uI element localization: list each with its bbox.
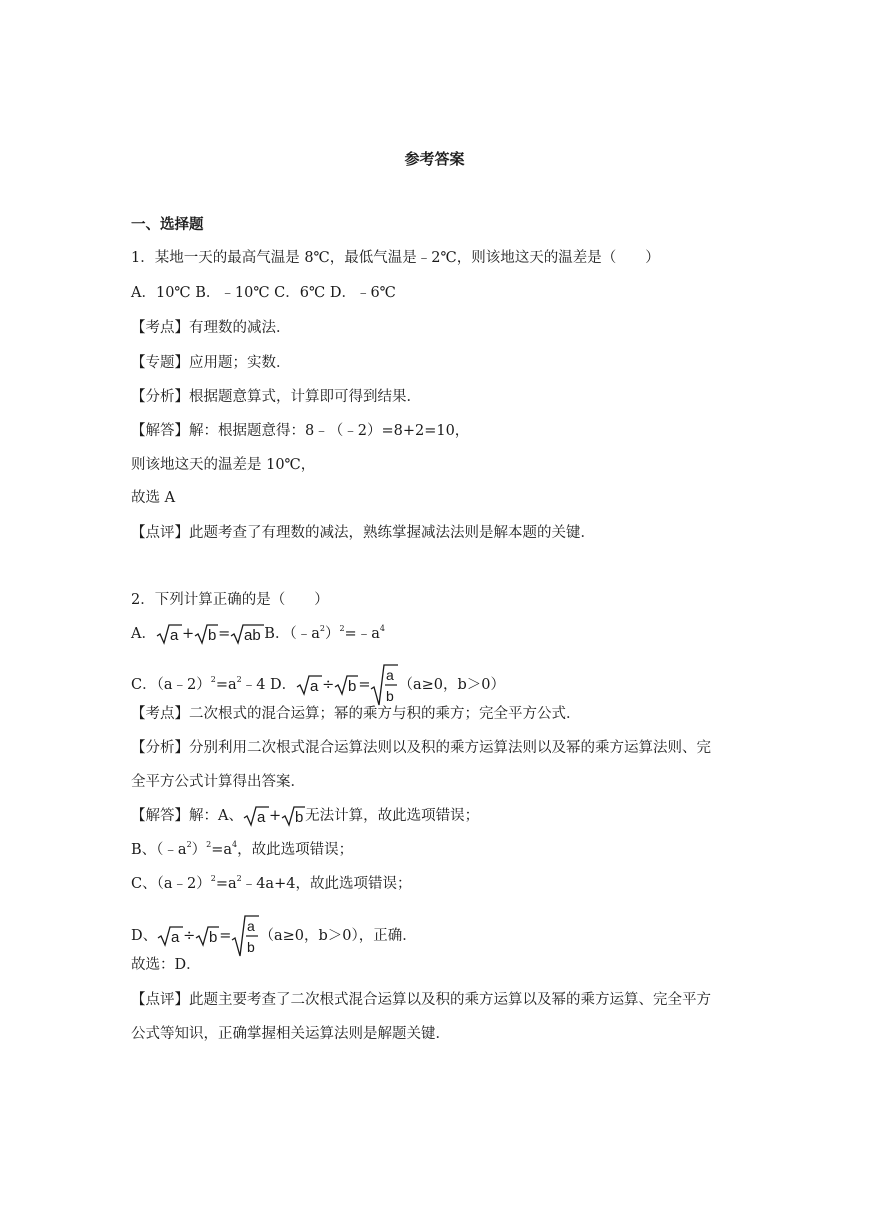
fraction-numerator: a <box>386 667 395 683</box>
q2-dianping-2: 公式等知识，正确掌握相关运算法则是解题关键． <box>131 1026 450 1042</box>
sqrt-a-symbol <box>157 925 183 947</box>
jieda-b-eq: =a <box>211 842 233 858</box>
jieda-a-suffix: 无法计算，故此选项错误； <box>305 808 480 824</box>
q2-jieda-a <box>131 805 479 827</box>
fraction-denominator: b <box>247 939 256 955</box>
option-b-text: B．（﹣a <box>264 626 320 642</box>
jieda-b-text: B、（﹣a <box>131 842 187 858</box>
sqrt-b-symbol <box>281 805 305 827</box>
sqrt-ab-radicand: ab <box>244 627 261 644</box>
fraction-numerator: a <box>247 918 256 934</box>
sqrt-b-radicand: b <box>209 929 218 946</box>
sqrt-a-symbol <box>296 674 322 696</box>
option-c-text: C．（a﹣2） <box>131 677 211 693</box>
q2-options-cd <box>131 663 505 707</box>
option-a-label: A． <box>131 626 156 642</box>
jieda-c-text: C、（a﹣2） <box>131 876 211 892</box>
exponent: 2 <box>186 840 192 849</box>
sqrt-fraction-symbol <box>370 663 398 707</box>
q2-fenxi-1: 【分析】分别利用二次根式混合运算法则以及积的乘方运算法则以及幂的乘方运算法则、完 <box>131 740 711 756</box>
exponent: 2 <box>210 675 216 684</box>
section-heading: 一、选择题 <box>131 217 204 233</box>
sqrt-a-symbol <box>156 623 182 645</box>
exponent: 4 <box>379 624 385 633</box>
sqrt-a-radicand: a <box>256 809 266 826</box>
q1-options: A．10℃ B．﹣10℃ C．6℃ D．﹣6℃ <box>131 285 396 301</box>
option-c-eq: =a <box>215 677 237 693</box>
q2-options-ab <box>131 623 385 646</box>
jieda-c-end: ﹣4a+4，故此选项错误； <box>241 876 412 892</box>
option-d-condition: （a≥0，b＞0） <box>398 677 506 693</box>
equals-sign: = <box>219 928 232 944</box>
exponent: 2 <box>319 624 325 633</box>
jieda-c-eq: =a <box>215 876 237 892</box>
divide-sign: ÷ <box>183 928 196 944</box>
sqrt-b-radicand: b <box>295 809 304 826</box>
q2-dianping-1: 【点评】此题主要考查了二次根式混合运算以及积的乘方运算以及幂的乘方运算、完全平方 <box>131 992 711 1008</box>
plus-sign: + <box>268 808 282 824</box>
jieda-d-prefix: D、 <box>131 928 158 944</box>
jieda-a-prefix: 【解答】解：A、 <box>131 808 243 824</box>
exponent: 2 <box>339 624 345 633</box>
exponent: 2 <box>236 675 242 684</box>
sqrt-fraction-symbol <box>231 914 259 958</box>
sqrt-a-radicand: a <box>169 627 179 644</box>
q1-jieda-2: 则该地这天的温差是 10℃， <box>131 457 316 473</box>
q2-jieda-d <box>131 914 417 958</box>
sqrt-ab-symbol <box>230 623 264 645</box>
sqrt-b-symbol <box>334 674 358 696</box>
q1-jieda: 【解答】解：根据题意得：8﹣（﹣2）=8+2=10， <box>131 423 470 439</box>
sqrt-b-symbol <box>195 925 219 947</box>
q1-answer: 故选 A <box>131 490 176 506</box>
sqrt-a-radicand: a <box>171 929 180 946</box>
equals-sign: = <box>358 677 371 693</box>
divide-sign: ÷ <box>322 677 335 693</box>
option-b-result: =﹣a <box>344 626 380 642</box>
exponent: 2 <box>210 874 216 883</box>
q1-stem: 1．某地一天的最高气温是 8℃，最低气温是﹣2℃，则该地这天的温差是（ ） <box>131 250 660 266</box>
q1-dianping: 【点评】此题考查了有理数的减法，熟练掌握减法法则是解本题的关键． <box>131 525 595 541</box>
q1-kaodian: 【考点】有理数的减法． <box>131 320 291 336</box>
page-title: 参考答案 <box>404 150 465 168</box>
exponent: 2 <box>206 840 212 849</box>
sqrt-b-radicand: b <box>208 627 217 644</box>
fraction-denominator: b <box>386 688 395 704</box>
q2-stem: 2．下列计算正确的是（ ） <box>131 592 329 608</box>
q1-zhuanti: 【专题】应用题；实数． <box>131 355 291 371</box>
q2-jieda-b <box>131 840 353 862</box>
jieda-d-end: （a≥0，b＞0），正确． <box>259 928 417 944</box>
option-c-end: ﹣4 D． <box>241 677 297 693</box>
jieda-b-end: ，故此选项错误； <box>237 842 354 858</box>
q1-fenxi: 【分析】根据题意算式，计算即可得到结果． <box>131 389 421 405</box>
q2-answer: 故选：D． <box>131 957 201 973</box>
exponent: 2 <box>236 874 242 883</box>
plus-sign: + <box>181 626 195 642</box>
sqrt-b-radicand: b <box>348 678 357 695</box>
q2-jieda-c <box>131 874 411 896</box>
q2-kaodian: 【考点】二次根式的混合运算；幂的乘方与积的乘方；完全平方公式． <box>131 706 581 722</box>
sqrt-a-radicand: a <box>310 678 319 695</box>
equals-sign: = <box>218 626 231 642</box>
sqrt-a-symbol <box>243 805 269 827</box>
q2-fenxi-2: 全平方公式计算得出答案． <box>131 774 305 790</box>
sqrt-b-symbol <box>194 623 218 645</box>
exponent: 4 <box>232 840 238 849</box>
paren: ） <box>191 842 207 858</box>
paren: ） <box>324 626 340 642</box>
